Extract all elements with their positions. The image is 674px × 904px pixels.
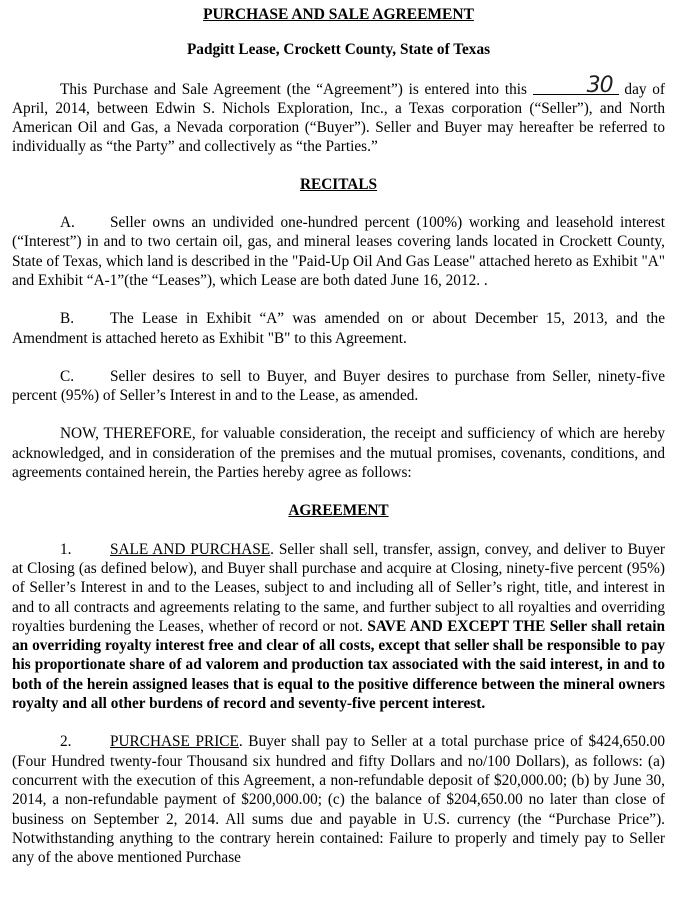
intro-before-day: This Purchase and Sale Agreement (the “Agreement”) is entered into this [60,80,527,98]
section-2-heading: PURCHASE PRICE [110,733,239,751]
recital-c-text: Seller desires to sell to Buyer, and Buyer desires to purchase from Seller, ninety-five percent (95%) of Seller’s Interest in and to the Lease, as amended. [12,367,665,405]
recital-b [12,309,665,348]
recital-b-label: B. [60,310,75,328]
recital-c [12,367,665,406]
section-1-label: 1. [60,540,72,558]
agreement-heading: AGREEMENT [288,502,389,520]
recital-a-label: A. [60,214,75,232]
intro-after-day: day of April, 2014, between Edwin S. Nichols Exploration, Inc., a Texas corporation (“Seller”), and North American Oil and Gas, a Nevada corporation (“Buyer”). Seller and Buyer may hereafter be referred to individually as “the Party” and collectively as “the Parties.” [12,80,665,156]
handwritten-day: 30 [533,78,619,95]
intro-paragraph [12,72,665,157]
recital-c-label: C. [60,367,75,385]
section-1-text: . Seller shall sell, transfer, assign, convey, and deliver to Buyer at Closing (as defined below), and Buyer shall purchase and acquire at Closing, ninety-five percent (95%) of Seller’s Interest in and to the Leases, subject to and including all of Seller’s right, title, and interest in and to all contracts and agreements relating to the same, and further subject to all royalties and overriding royalties burdening the Leases, whether of record or not. [12,540,665,635]
section-1 [12,540,665,714]
section-1-bold-text: SAVE AND EXCEPT THE Seller shall retain an overriding royalty interest free and clear of all costs, except that seller shall be responsible to pay his proportionate share of ad valorem and production tax associated with the said interest, in and to both of the herein assigned leases that is equal to the positive difference between the mineral owners royalty and all other burdens of record and seventy-five percent interest. [12,617,665,713]
recitals-heading: RECITALS [299,175,378,193]
section-2-label: 2. [60,733,72,751]
now-therefore-paragraph: NOW, THEREFORE, for valuable consideration, the receipt and sufficiency of which are hereby acknowledged, and in consideration of the premises and the mutual promises, covenants, conditions, and agreements contained herein, the Parties hereby agree as follows: [12,425,665,482]
section-1-heading: SALE AND PURCHASE [110,540,271,558]
recital-a [12,213,665,290]
document-subtitle: Padgitt Lease, Crockett County, State of Texas [186,41,491,59]
recital-b-text: The Lease in Exhibit “A” was amended on or about December 15, 2013, and the Amendment is attached hereto as Exhibit "B" to this Agreement. [12,310,665,347]
recital-a-text: Seller owns an undivided one-hundred percent (100%) working and leasehold interest (“Interest”) in and to two certain oil, gas, and mineral leases covering lands located in Crockett County, State of Texas, which land is described in the "Paid-Up Oil And Gas Lease" attached hereto as Exhibit "A" and Exhibit “A-1”(the “Leases”), which Lease are both dated June 16, 2012. . [12,214,665,289]
section-2 [12,732,665,867]
document-title: PURCHASE AND SALE AGREEMENT [203,6,474,23]
section-2-text: . Buyer shall pay to Seller at a total purchase price of $424,650.00 (Four Hundred twenty-four Thousand six hundred and fifty Dollars and no/100 Dollars), as follows: (a) concurrent with the execution of this Agreement, a non-refundable deposit of $20,000.00; (b) by June 30, 2014, a non-refundable payment of $200,000.00; (c) the balance of $204,650.00 no later than close of business on September 2, 2014. All sums due and payable in U.S. currency (the “Purchase Price”). Notwithstanding anything to the contrary herein contained: Failure to properly and timely pay to Seller any of the above mentioned Purchase [12,733,665,867]
